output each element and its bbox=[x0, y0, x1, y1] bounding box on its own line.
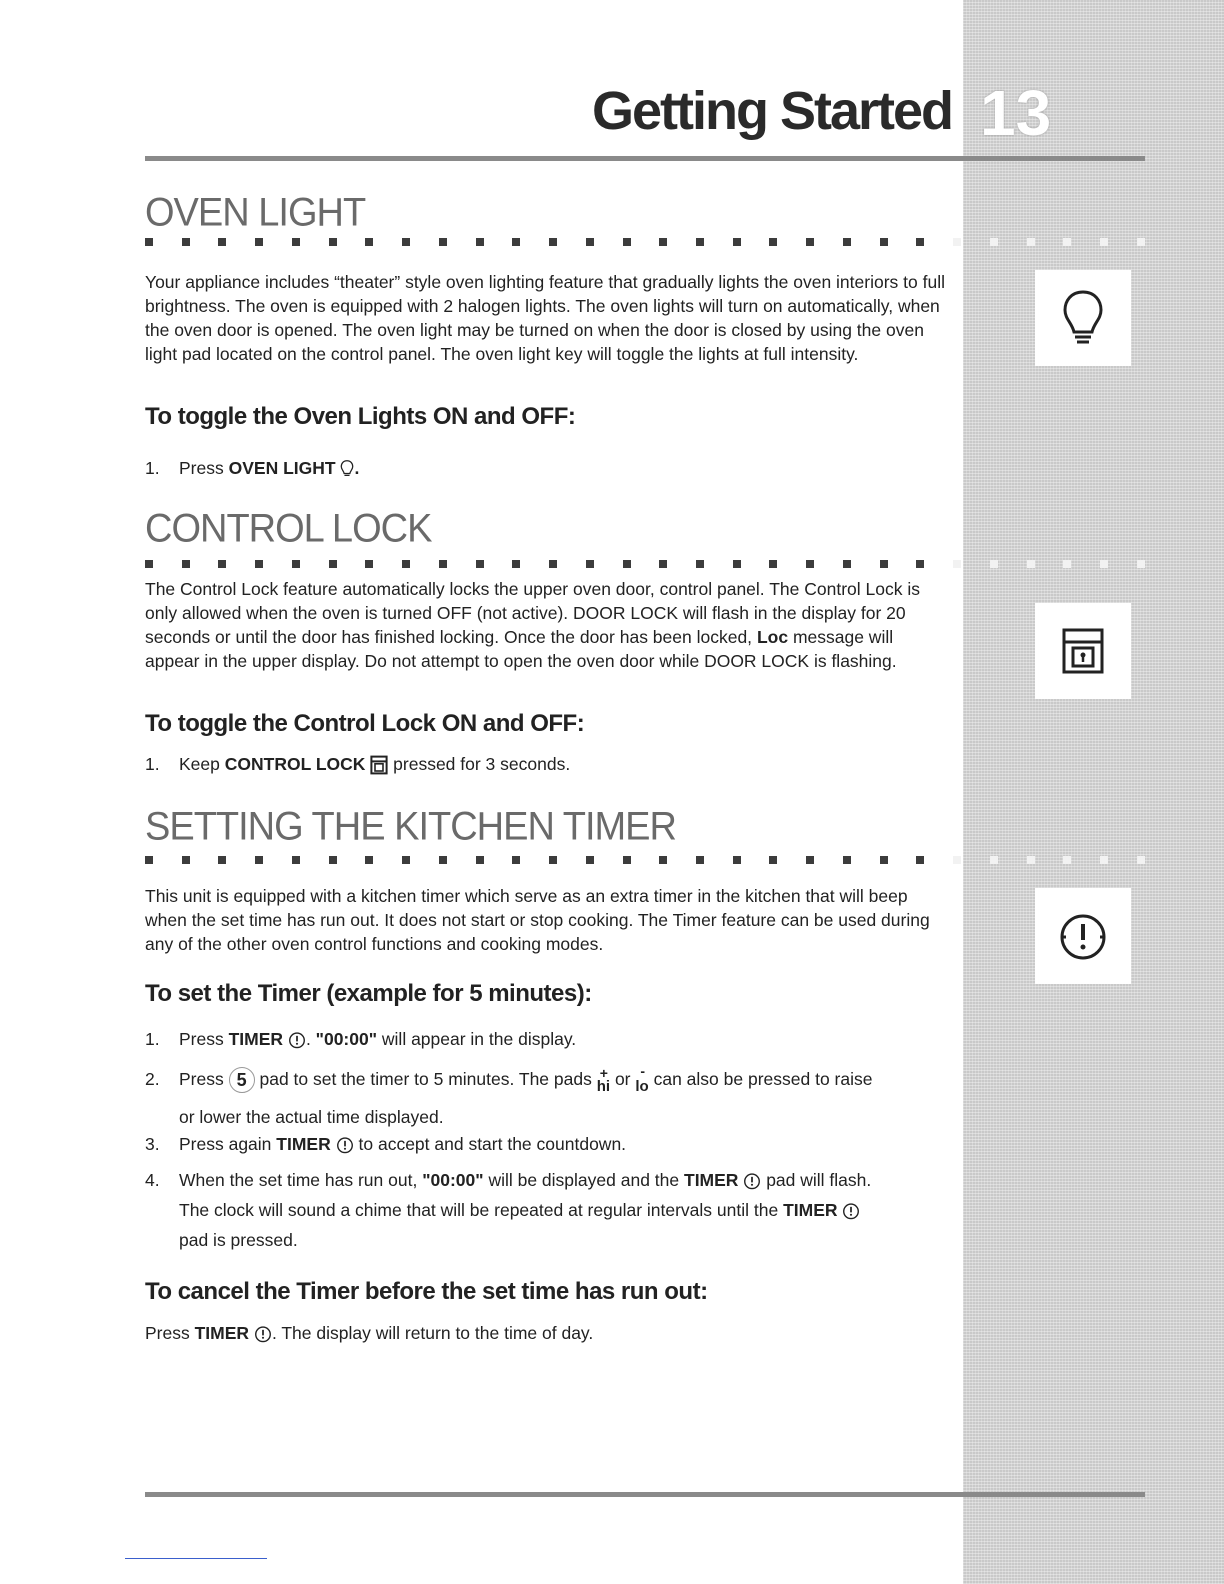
control-lock-icon bbox=[370, 755, 388, 775]
section-divider bbox=[145, 238, 1145, 248]
page-number: 13 bbox=[980, 77, 1052, 149]
timer-step-2: 2. Press 5 pad to set the timer to 5 minutes. The pads + hi or - lo can also be pressed to raise or lower the actual time displayed. bbox=[145, 1063, 873, 1127]
oven-light-step: 1. Press OVEN LIGHT . bbox=[145, 458, 360, 478]
control-lock-icon-box bbox=[1035, 603, 1131, 699]
footer-rule bbox=[145, 1492, 1145, 1497]
timer-step-4: 4. When the set time has run out, "00:00" will be displayed and the TIMER pad will flash. The clock will sound a chime that will be repeated at regular intervals until the TIMER pad is pressed. bbox=[145, 1170, 872, 1250]
pad-5-icon: 5 bbox=[229, 1067, 255, 1093]
light-bulb-icon-box bbox=[1035, 270, 1131, 366]
kitchen-timer-subheading: To set the Timer (example for 5 minutes): bbox=[145, 980, 592, 1007]
timer-icon bbox=[288, 1031, 306, 1049]
timer-step-1: 1. Press TIMER . "00:00" will appear in the display. bbox=[145, 1029, 577, 1049]
control-lock-subheading: To toggle the Control Lock ON and OFF: bbox=[145, 710, 585, 737]
timer-icon bbox=[336, 1136, 354, 1154]
control-lock-step: 1. Keep CONTROL LOCK pressed for 3 seconds. bbox=[145, 754, 571, 774]
timer-icon bbox=[842, 1202, 860, 1220]
oven-light-subheading: To toggle the Oven Lights ON and OFF: bbox=[145, 403, 576, 430]
timer-icon-box bbox=[1035, 888, 1131, 984]
timer-icon bbox=[743, 1172, 761, 1190]
kitchen-timer-title: SETTING THE KITCHEN TIMER bbox=[145, 804, 676, 850]
header-rule bbox=[145, 156, 1145, 161]
oven-light-title: OVEN LIGHT bbox=[145, 190, 366, 236]
timer-icon bbox=[254, 1325, 272, 1343]
section-divider bbox=[145, 856, 1145, 866]
control-lock-body: The Control Lock feature automatically locks the upper oven door, control panel. The Control Lock is only allowed when the oven is turned OFF (not active). DOOR LOCK will flash in the display for 20 seconds or until the door has finished locking. Once the door has been locked, Loc message will appear in the upper display. Do not attempt to open the oven door while DOOR LOCK is flashing. bbox=[145, 579, 920, 671]
section-divider bbox=[145, 560, 1145, 570]
light-bulb-icon bbox=[340, 459, 354, 479]
cancel-timer-heading: To cancel the Timer before the set time has run out: bbox=[145, 1278, 708, 1305]
page-title: Getting Started bbox=[591, 81, 952, 141]
cancel-timer-text: Press TIMER . The display will return to the time of day. bbox=[145, 1323, 594, 1343]
timer-icon bbox=[1057, 910, 1109, 962]
footer-link-underline bbox=[125, 1558, 267, 1559]
control-lock-icon bbox=[1061, 626, 1105, 676]
oven-light-body: Your appliance includes “theater” style oven lighting feature that gradually lights the oven interiors to full brightness. The oven is equipped with 2 halogen lights. The oven lights will turn on automatically, when the oven door is opened. The oven light may be turned on when the door is closed by using the oven light pad located on the control panel. The oven light key will toggle the lights at full intensity. bbox=[145, 272, 945, 364]
light-bulb-icon bbox=[1061, 288, 1105, 348]
timer-step-3: 3. Press again TIMER to accept and start the countdown. bbox=[145, 1134, 627, 1154]
control-lock-title: CONTROL LOCK bbox=[145, 506, 432, 552]
kitchen-timer-body: This unit is equipped with a kitchen timer which serve as an extra timer in the kitchen that will beep when the set time has run out. It does not start or stop cooking. The Timer feature can be used during any of the other oven control functions and cooking modes. bbox=[145, 886, 930, 954]
